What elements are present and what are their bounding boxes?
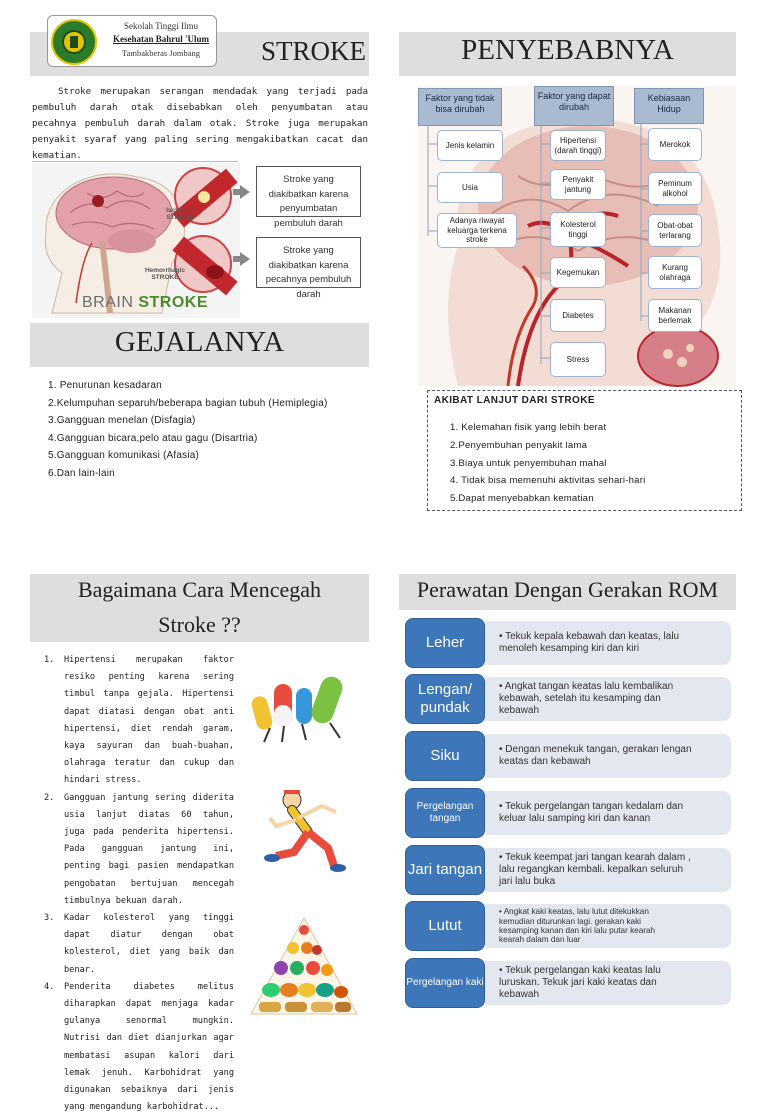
rom-description: • Tekuk kepala kebawah dan keatas, lalu menoleh kesamping kiri dan kiri bbox=[485, 621, 731, 665]
cause-item: Makanan berlemak bbox=[648, 299, 702, 332]
akibat-title: AKIBAT LANJUT DARI STROKE bbox=[434, 395, 595, 406]
brain-stroke-illustration bbox=[32, 163, 240, 318]
rom-label-lengan-pundak: Lengan/ pundak bbox=[405, 674, 485, 724]
cause-item: Adanya riwayat keluarga terkena stroke bbox=[437, 213, 517, 248]
stroke-title: STROKE bbox=[260, 36, 366, 66]
akibat-item: 3.Biaya untuk penyembuhan mahal bbox=[450, 457, 607, 469]
gejala-item: 3.Gangguan menelan (Disfagia) bbox=[48, 415, 196, 427]
cause-item: Usia bbox=[437, 172, 503, 203]
akibat-box bbox=[427, 390, 742, 511]
ischemic-stroke-label: Ischemic STROKE bbox=[166, 207, 194, 222]
rom-label-siku: Siku bbox=[405, 731, 485, 781]
food-pyramid-illustration bbox=[245, 914, 363, 1018]
runner-illustration bbox=[262, 786, 360, 876]
hemorrhagic-stroke-label: Hemorrhagic STROKE bbox=[144, 267, 186, 282]
rom-label-pergelangan-tangan: Pergelangan tangan bbox=[405, 788, 485, 838]
cause-item: Penyakit jantung bbox=[550, 169, 606, 200]
pills-illustration bbox=[250, 668, 360, 746]
cegah-item: 3. Kadar kolesterol yang tinggi dapat diatur dengan obat kolesterol, diet yang baik dan benar. bbox=[44, 913, 234, 975]
rom-description: • Tekuk pergelangan kaki keatas lalu luruskan. Tekuk jari kaki keatas dan kebawah bbox=[485, 961, 731, 1005]
arrow-hemorrhagic-icon bbox=[240, 252, 250, 266]
rom-description: • Tekuk keempat jari tangan kearah dalam , lalu regangkan kembali. kepalkan seluruh jari lalu buka bbox=[485, 848, 731, 892]
cause-item: Merokok bbox=[648, 128, 702, 161]
cause-column-head-lifestyle: Kebiasaan Hidup bbox=[634, 88, 704, 124]
cegah-title-line1: Bagaimana Cara Mencegah bbox=[77, 577, 322, 602]
college-name-line2: Kesehatan Bahrul 'Ulum bbox=[112, 34, 209, 44]
brand-brain-word: BRAIN bbox=[82, 294, 134, 311]
gejala-item: 2.Kelumpuhan separuh/beberapa bagian tubuh (Hemiplegia) bbox=[48, 397, 328, 409]
college-name-line3: Tambakberas Jombang bbox=[121, 48, 200, 58]
cegah-list bbox=[44, 652, 234, 1116]
akibat-item: 4. Tidak bisa memenuhi aktivitas sehari-hari bbox=[450, 475, 646, 487]
rom-description: • Angkat kaki keatas, lalu lutut ditekukkan kemudian diturunkan lagi. gerakan kaki kesamping kanan dan kiri lalu putar kearah kearah dalam dan luar bbox=[485, 904, 731, 948]
college-logo-card bbox=[47, 15, 217, 67]
akibat-list bbox=[450, 419, 645, 508]
gejala-item: 1. Penurunan kesadaran bbox=[48, 380, 162, 391]
akibat-item: 2.Penyembuhan penyakit lama bbox=[450, 439, 588, 451]
gejala-item: 5.Gangguan komunikasi (Afasia) bbox=[48, 450, 200, 462]
cause-item: Peminum alkohol bbox=[648, 172, 702, 205]
akibat-item: 1. Kelemahan fisik yang lebih berat bbox=[450, 422, 607, 433]
hemorrhagic-artery-icon bbox=[174, 235, 232, 293]
cause-column-head-unchangeable: Faktor yang tidak bisa dirubah bbox=[418, 88, 502, 126]
gejala-item: 4.Gangguan bicara,pelo atau gagu (Disartria) bbox=[48, 432, 258, 444]
cause-item: Kegemukan bbox=[550, 257, 606, 288]
cause-item: Kurang olahraga bbox=[648, 256, 702, 289]
rom-description: • Tekuk pergelangan tangan kedalam dan keluar lalu samping kiri dan kanan bbox=[485, 791, 731, 835]
cause-column-head-changeable: Faktor yang dapat dirubah bbox=[534, 86, 614, 126]
akibat-item: 5.Dapat menyebabkan kematian bbox=[450, 493, 594, 505]
cause-item: Obat-obat terlarang bbox=[648, 214, 702, 247]
brain-stroke-brand bbox=[82, 294, 208, 312]
arrow-ischemic-icon bbox=[240, 185, 250, 199]
cause-item: Hipertensi (darah tinggi) bbox=[550, 130, 606, 161]
cause-item: Stress bbox=[550, 342, 606, 377]
rom-title: Perawatan Dengan Gerakan ROM bbox=[416, 577, 719, 602]
gejala-title: GEJALANYA bbox=[114, 326, 285, 358]
rom-label-pergelangan-kaki: Pergelangan kaki bbox=[405, 958, 485, 1008]
ischemic-description: Stroke yang diakibatkan karena penyumbatan pembuluh darah bbox=[256, 166, 361, 217]
cegah-item: 2. Gangguan jantung sering diderita usia lanjut diatas 60 tahun, juga pada penderita hipertensi. Pada gangguan jantung ini, penting bagi pasien mendapatkan pengobatan bertujuan mencegah timbulnya bekuan darah. bbox=[44, 792, 234, 906]
brand-stroke-word: STROKE bbox=[138, 294, 209, 311]
cause-item: Diabetes bbox=[550, 299, 606, 332]
college-name-line1: Sekolah Tinggi Ilmu bbox=[123, 21, 198, 31]
rom-description: • Angkat tangan keatas lalu kembalikan kebawah, setelah itu kesamping dan kebawah bbox=[485, 677, 731, 721]
college-seal-icon bbox=[51, 19, 97, 65]
rom-label-lutut: Lutut bbox=[405, 901, 485, 951]
stroke-definition: Stroke merupakan serangan mendadak yang terjadi pada pembuluh darah otak disebabkan oleh penyumbatan atau pecahnya pembuluh darah dalam otak. Stroke juga merupakan penyakit syaraf yang paling sering mengakibatkan cacat dan kematian. bbox=[32, 86, 368, 162]
cegah-item: 4. Penderita diabetes melitus diharapkan dapat menjaga kadar gulanya senormal mungkin. Nutrisi dan diet dianjurkan agar membatasi asupan kalori dari lemak jenuh. Karbohidrat yang digunakan sebaiknya dari jenis yang mengandung karbohidrat... bbox=[44, 981, 234, 1113]
rom-label-jari-tangan: Jari tangan bbox=[405, 845, 485, 895]
cegah-title-line2: Stroke ?? bbox=[158, 612, 241, 637]
penyebab-title: PENYEBABNYA bbox=[461, 34, 674, 66]
gejala-list bbox=[48, 377, 358, 483]
rom-label-leher: Leher bbox=[405, 618, 485, 668]
cause-item: Kolesterol tinggi bbox=[550, 212, 606, 247]
cegah-item: 1. Hipertensi merupakan faktor resiko penting karena sering timbul tanpa gejala. Hipertensi dapat diatasi dengan obat anti hipertensi, diet rendah garam, kaya sayuran dan buah-buahan, olahraga teratur dan cukup dan hindari stress. bbox=[44, 655, 234, 786]
cause-item: Jenis kelamin bbox=[437, 130, 503, 161]
gejala-item: 6.Dan lain-lain bbox=[48, 467, 115, 479]
divider-line bbox=[32, 161, 238, 162]
rom-description: • Dengan menekuk tangan, gerakan lengan keatas dan kebawah bbox=[485, 734, 731, 778]
hemorrhagic-description: Stroke yang diakibatkan karena pecahnya pembuluh darah bbox=[256, 237, 361, 288]
